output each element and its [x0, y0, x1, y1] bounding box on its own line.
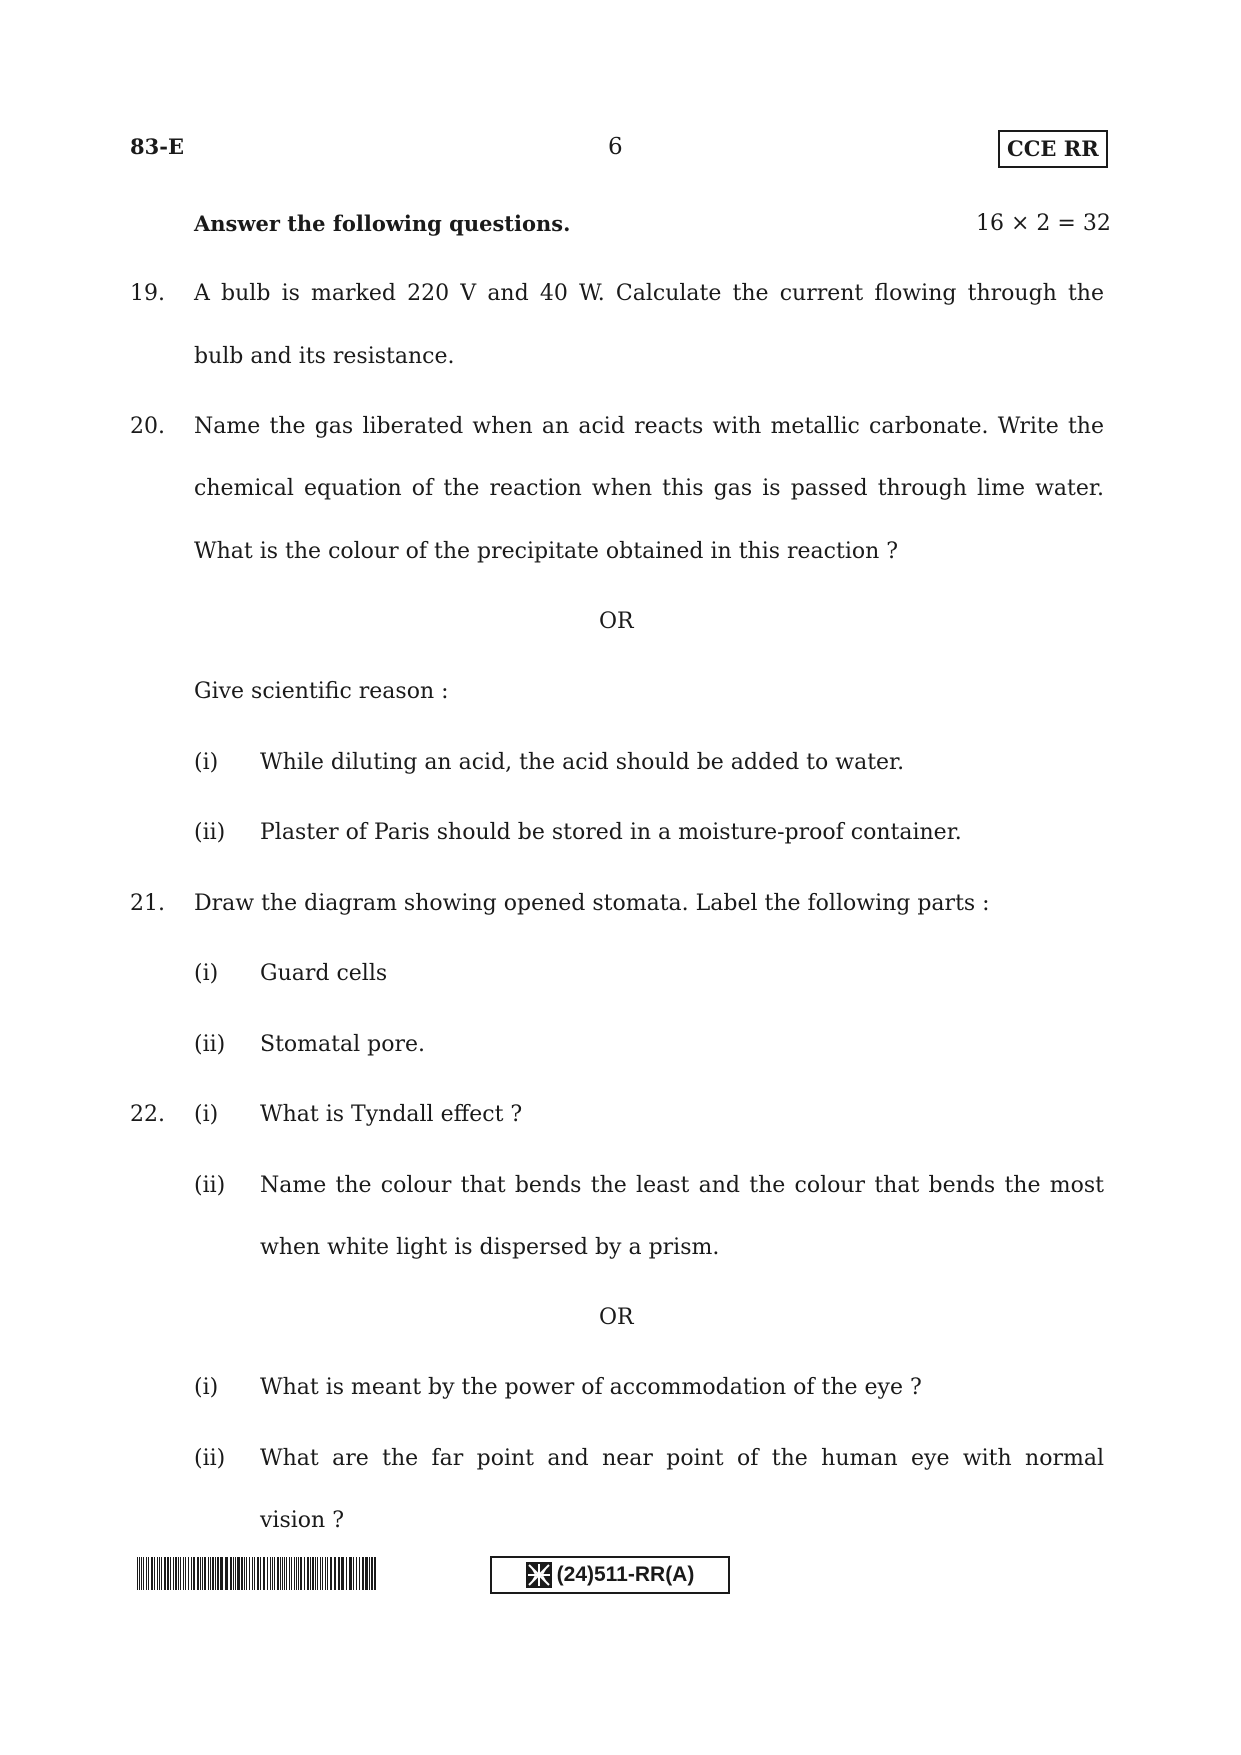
sub-text: Guard cells	[260, 961, 388, 986]
question-text-line: bulb and its resistance.	[194, 344, 455, 369]
sub-label: (i)	[194, 1102, 219, 1127]
sub-text: Name the colour that bends the least and the colour that bends the most	[260, 1173, 1104, 1198]
or-separator: OR	[599, 1305, 634, 1330]
page-number: 6	[608, 134, 623, 160]
question-text-line: What is the colour of the precipitate obtained in this reaction ?	[194, 539, 899, 564]
question-text-line: Name the gas liberated when an acid reacts with metallic carbonate. Write the	[194, 414, 1104, 439]
series-badge: CCE RR	[998, 130, 1108, 168]
sub-text: vision ?	[260, 1508, 344, 1533]
sub-text: when white light is dispersed by a prism.	[260, 1235, 720, 1260]
question-text-line: A bulb is marked 220 V and 40 W. Calculate the current flowing through the	[194, 281, 1104, 306]
sub-label: (ii)	[194, 1446, 226, 1471]
sub-label: (ii)	[194, 820, 226, 845]
question-number: 20.	[130, 414, 165, 439]
sub-label: (ii)	[194, 1032, 226, 1057]
sub-text: While diluting an acid, the acid should be added to water.	[260, 750, 905, 775]
question-number: 22.	[130, 1102, 165, 1127]
sub-label: (i)	[194, 1375, 219, 1400]
sub-text: What are the far point and near point of the human eye with normal	[260, 1446, 1104, 1471]
question-number: 21.	[130, 891, 165, 916]
paper-code: 83-E	[130, 134, 184, 159]
sub-text: Stomatal pore.	[260, 1032, 425, 1057]
section-instruction: Answer the following questions.	[194, 211, 571, 236]
sub-label: (ii)	[194, 1173, 226, 1198]
sub-label: (i)	[194, 750, 219, 775]
alt-intro: Give scientific reason :	[194, 679, 449, 704]
sub-label: (i)	[194, 961, 219, 986]
question-text-line: Draw the diagram showing opened stomata. Label the following parts :	[194, 891, 990, 916]
emblem-icon	[526, 1562, 552, 1588]
footer-code-box	[490, 1556, 730, 1594]
section-marks: 16 × 2 = 32	[976, 211, 1111, 236]
barcode	[137, 1557, 377, 1590]
or-separator: OR	[599, 609, 634, 634]
question-text-line: chemical equation of the reaction when this gas is passed through lime water.	[194, 476, 1104, 501]
question-number: 19.	[130, 281, 165, 306]
footer-code: (24)511-RR(A)	[556, 1563, 695, 1586]
sub-text: What is Tyndall effect ?	[260, 1102, 523, 1127]
sub-text: Plaster of Paris should be stored in a moisture-proof container.	[260, 820, 962, 845]
sub-text: What is meant by the power of accommodation of the eye ?	[260, 1375, 922, 1400]
